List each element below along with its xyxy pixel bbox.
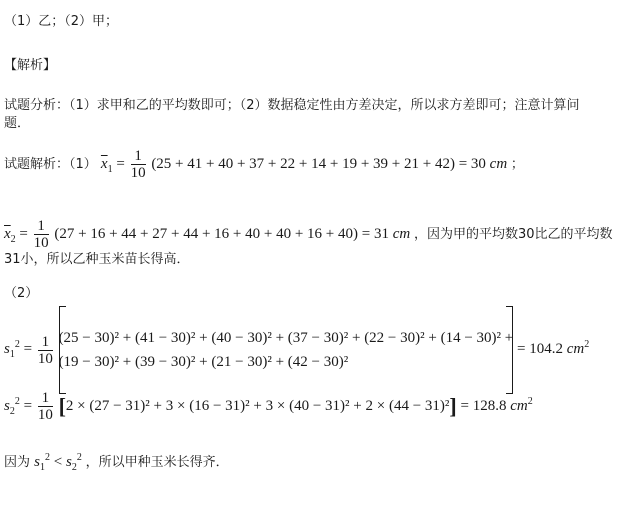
s1-bracket xyxy=(59,306,514,394)
fraction-numerator: 1 xyxy=(131,148,146,165)
right-bold-bracket: ] xyxy=(449,393,457,419)
x1-symbol: $\overline{x}$ xyxy=(100,155,108,172)
s1-row-1: (25 − 30)² + (41 − 30)² + (40 − 30)² + (37 − 30)² + (22 − 30)² + (14 − 30)² + xyxy=(58,330,514,346)
conclusion-formula xyxy=(34,452,85,473)
mean-x1-formula: $\overline{x}_1$ = $\frac{1}{10}$ (25 + 41 + 40 + 37 + 22 + 14 + 19 + 39 + 21 + 42) = 30 cm xyxy=(100,148,508,181)
s1-symbol: s xyxy=(4,341,10,358)
s2-superscript-c: 2 xyxy=(76,452,82,463)
fraction-one-tenth xyxy=(131,148,146,181)
x1-end: ； xyxy=(510,156,524,172)
left-bracket xyxy=(59,306,66,394)
fraction-denominator: 10 xyxy=(37,350,53,367)
s2-symbol-c: s xyxy=(65,454,72,470)
conclusion-line xyxy=(4,448,229,478)
s1-superscript: 2 xyxy=(14,339,20,351)
fraction-one-tenth-4 xyxy=(38,390,53,423)
x2-unit: cm xyxy=(392,225,411,242)
part-2-label: （2） xyxy=(4,286,39,301)
x2-expression: (27 + 16 + 44 + 27 + 44 + 16 + 40 + 40 + 16 + 40) = 31 xyxy=(54,225,389,242)
fraction-denominator: 10 xyxy=(37,407,53,423)
variance-s1-formula: $s_1^2$ = $\frac{1}{10}$ (25 − 30)² + (41 − 30)² + (40 − 30)² + (37 − 30)² + (22 − 30)² + (14 − 30)² + (19 − 30)² + (39 − 30)² + (21 − 30)² + (42 − 30)² = 104.2 $cm^2$ xyxy=(4,341,589,357)
s2-expression: 2 × (27 − 31)² + 3 × (16 − 31)² + 3 × (40 − 31)² + 2 × (44 − 31)² xyxy=(65,397,450,414)
fraction-denominator: 10 xyxy=(130,165,146,181)
x2-symbol: $\overline{x}$ xyxy=(4,225,11,242)
mean-x2-line xyxy=(4,218,613,251)
s2-superscript: 2 xyxy=(14,395,20,407)
section-title: 【解析】 xyxy=(4,58,57,73)
x1-unit: cm xyxy=(489,155,508,172)
s2-subscript-c: 2 xyxy=(71,462,77,473)
right-bracket xyxy=(506,306,513,394)
s2-symbol: s xyxy=(4,397,10,414)
s1-superscript-c: 2 xyxy=(45,452,50,463)
x2-subscript: 2 xyxy=(10,233,16,245)
x1-subscript: 1 xyxy=(107,163,113,175)
x2-comment: ，因为甲的平均数30比乙的平均数 xyxy=(413,226,613,242)
conclusion-prefix: 因为 xyxy=(4,455,31,470)
s1-row-2: (19 − 30)² + (39 − 30)² + (21 − 30)² + (42 − 30)² xyxy=(58,354,349,370)
s1-result: = 104.2 xyxy=(517,341,563,358)
fraction-numerator: 1 xyxy=(38,334,53,351)
solution-prefix: 试题解析：（1） xyxy=(4,156,97,172)
s1-symbol-c: s xyxy=(34,454,40,470)
s1-subscript-c: 1 xyxy=(40,462,45,473)
fraction-numerator: 1 xyxy=(38,390,53,407)
fraction-one-tenth-2 xyxy=(34,218,49,251)
s1-unit-superscript: 2 xyxy=(584,339,590,351)
s2-subscript: 2 xyxy=(9,405,15,417)
mean-x1-line xyxy=(4,148,524,181)
x2-comment-line-2: 31小，所以乙种玉米苗长得高． xyxy=(4,252,190,267)
fraction-numerator: 1 xyxy=(34,218,49,235)
fraction-one-tenth-3 xyxy=(38,334,53,367)
left-bold-bracket: [ xyxy=(58,393,66,419)
s2-unit-superscript: 2 xyxy=(527,395,533,407)
x1-expression: (25 + 41 + 40 + 37 + 22 + 14 + 19 + 39 + 21 + 42) = 30 xyxy=(151,155,486,172)
s1-unit: cm xyxy=(566,341,585,358)
analysis-line-1: 试题分析：（1）求甲和乙的平均数即可；（2）数据稳定性由方差决定，所以求方差即可；注意计算问 xyxy=(4,98,580,113)
less-than: < xyxy=(50,454,66,470)
s1-subscript: 1 xyxy=(9,349,15,361)
variance-s1-line xyxy=(4,306,589,394)
mean-x2-formula: $\overline{x}_2$ = $\frac{1}{10}$ (27 + 16 + 44 + 27 + 44 + 16 + 40 + 40 + 16 + 40) = 31 cm xyxy=(4,218,411,251)
s2-result: = 128.8 xyxy=(460,397,507,414)
conclusion-suffix: ，所以甲种玉米长得齐． xyxy=(85,455,229,470)
answer-line: （1）乙；（2）甲； xyxy=(4,14,119,29)
fraction-denominator: 10 xyxy=(33,235,49,251)
s2-unit: cm xyxy=(510,397,528,414)
variance-s2-line xyxy=(4,390,533,423)
analysis-line-2: 题． xyxy=(4,116,31,131)
variance-s2-formula: $s_2^2$ = $\frac{1}{10}$ [2 × (27 − 31)² + 3 × (16 − 31)² + 3 × (40 − 31)² + 2 × (44 − 31)²] = 128.8 $cm^2$ xyxy=(4,390,533,423)
